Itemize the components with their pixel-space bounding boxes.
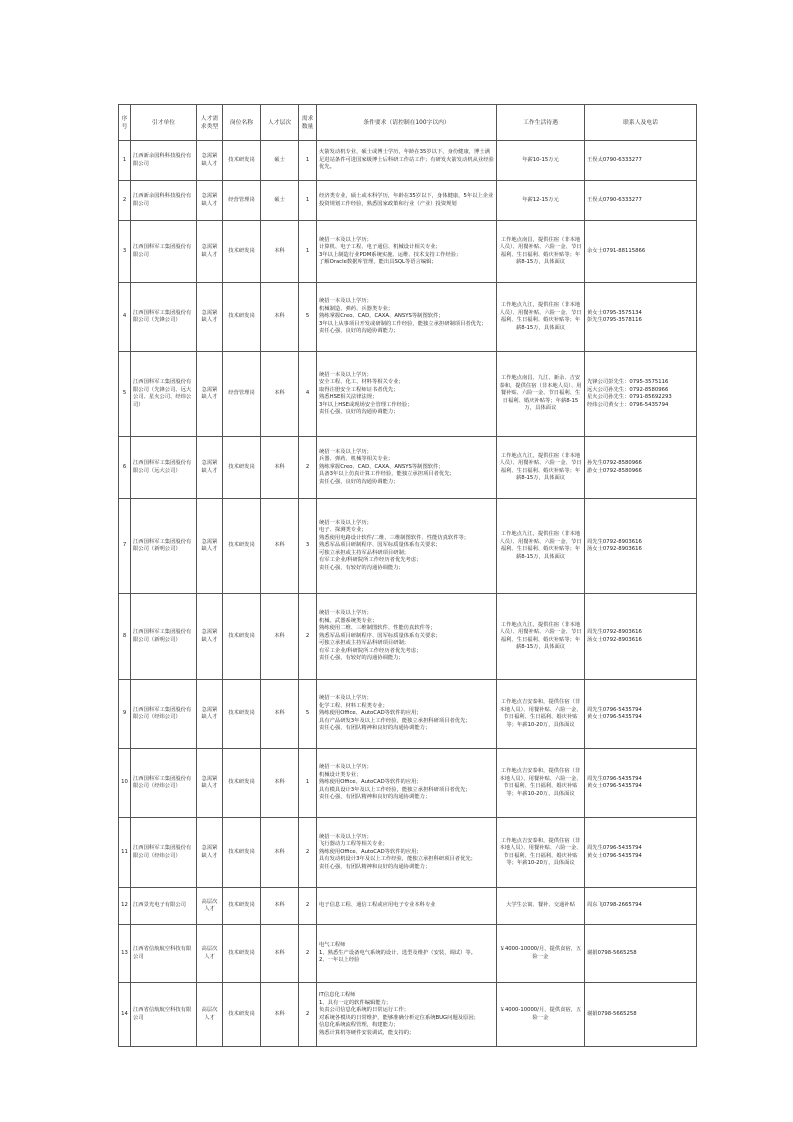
row-requirements-line: 取得注册安全工程师证书者优先； [319, 386, 399, 393]
row-benefits [497, 141, 585, 181]
row-requirements-line: 具备3年以上仿真计算工作经验，能独立承担项目者优先； [319, 471, 455, 478]
row-count: 5 [299, 283, 317, 352]
table-body [119, 141, 697, 1047]
row-contact [585, 925, 697, 983]
row-level: 硕士 [261, 141, 299, 181]
row-contact [585, 749, 697, 818]
row-post: 技术研发岗 [223, 749, 261, 818]
recruitment-table [118, 104, 697, 1047]
row-requirements [317, 499, 497, 594]
row-unit: 江西国科军工集团股份有限公司（经纬公司） [131, 749, 197, 818]
row-count: 1 [299, 141, 317, 181]
row-unit: 江西国科军工集团股份有限公司（先锋公司、远大公司、星火公司、经纬公司） [131, 352, 197, 437]
row-requirements-line: 统招一本及以上学历； [319, 519, 372, 526]
row-requirements-line: 可独立承担或主持军品科研项目研制； [319, 640, 410, 647]
row-requirements-line: 具有发动机设计3年及以上工作经验，能独立承担科研项目者优先； [319, 856, 476, 863]
row-benefits-line: ￥4000-10000/月，提供食宿，五险一金 [499, 1007, 582, 1021]
header-post: 岗位名称 [223, 105, 261, 141]
header-row [119, 105, 697, 141]
row-seq: 5 [119, 352, 131, 437]
row-unit: 江西省信航航空科技有限公司 [131, 983, 197, 1047]
row-contact [585, 499, 697, 594]
row-requirements-line: 统招一本及以上学历； [319, 448, 372, 455]
row-requirements [317, 141, 497, 181]
row-unit: 江西国科军工集团股份有限公司（经纬公司） [131, 818, 197, 888]
row-requirements-line: 统招一本及以上学历； [319, 610, 372, 617]
row-contact-line: 王俣太0790-6333277 [587, 156, 642, 163]
row-benefits-line: 工作地点南昌，提供住宿（非本地人员）、用餐补贴、六险一金、节日福利、生日福利、婚庆补贴等；年薪8-15万，具体面议 [499, 236, 582, 265]
row-benefits-line: 大学生公寓、餐补、交通补贴 [506, 902, 575, 909]
row-level: 本科 [261, 221, 299, 283]
table-row [119, 437, 697, 499]
row-requirements-line: 计算机、电子工程、电子通信、机械设计相关专业； [319, 244, 441, 250]
row-contact-line: 周先生0796-5435794 [587, 845, 642, 851]
row-requirements-line: 统招一本及以上学历； [319, 764, 372, 771]
row-contact-line: 周先生0792-8903616 [587, 538, 642, 545]
row-count: 1 [299, 181, 317, 221]
row-count: 1 [299, 221, 317, 283]
header-type: 人才需求类型 [197, 105, 223, 141]
row-requirements-line: 有军工企业/科研院所工作经历者优先考虑； [319, 557, 422, 564]
row-requirements-line: 安全工程、化工、材料等相关专业； [319, 379, 404, 385]
row-contact-line: 星火公司孙先生：0791-85692293 [587, 394, 672, 400]
row-requirements-line: 熟悉计算机等硬件安装调试，能支持的； [319, 1029, 415, 1036]
row-seq: 1 [119, 141, 131, 181]
row-contact [585, 888, 697, 925]
row-post: 技术研发岗 [223, 594, 261, 680]
row-contact [585, 818, 697, 888]
header-contact: 联系人及电话 [585, 105, 697, 141]
table-row [119, 352, 697, 437]
row-benefits-line: 工作地点九江，提供住宿（非本地人员）、用餐补贴、六险一金、节日福利、生日福利、婚庆补贴等；年薪8-15万，具体面议 [499, 452, 582, 481]
row-contact-line: 黄女士0796-5435794 [587, 783, 642, 789]
row-contact-line: 王俣太0790-6333277 [587, 196, 642, 203]
row-talent-type: 急需紧缺人才 [197, 141, 223, 181]
row-post: 技术研发岗 [223, 680, 261, 749]
table-row [119, 499, 697, 594]
row-contact-line: 彭先生0795-3578116 [587, 317, 642, 323]
row-level: 本科 [261, 818, 299, 888]
row-post: 技术研发岗 [223, 499, 261, 594]
row-count: 2 [299, 888, 317, 925]
row-unit: 江西省信航航空科技有限公司 [131, 925, 197, 983]
row-requirements-line: 责任心强，有较好的沟通协调能力； [319, 655, 404, 662]
row-contact [585, 352, 697, 437]
header-seq: 序号 [119, 105, 131, 141]
row-level: 本科 [261, 983, 299, 1047]
row-seq: 13 [119, 925, 131, 983]
row-requirements-line: 责任心强，良好的沟通协调能力； [319, 478, 399, 485]
row-benefits-line: 工作地点九江，提供住宿（非本地人员）、用餐补贴、六险一金、节日福利、生日福利、婚庆补贴等；年薪8-15万，具体面议 [499, 531, 582, 560]
row-requirements-line: 责任心强，有团队精神和良好的沟通协调能力； [319, 794, 431, 801]
row-requirements-line: 电子、探测类专业； [319, 527, 367, 534]
row-requirements-line: 机械制造、弹药、兵器类专业； [319, 305, 394, 312]
row-requirements-line: 兵器、弹药、机械等相关专业； [319, 456, 394, 463]
row-requirements-line: 熟练使用Office、AutoCAD等软件的应用； [319, 848, 422, 855]
row-seq: 8 [119, 594, 131, 680]
row-benefits-line: 工作地点吉安泰和，提供住宿（非本地人员）、用餐补贴、六险一金、节日福利、生日福利、婚庆补贴等；年薪10-20万，具体面议 [499, 837, 582, 866]
row-talent-type: 急需紧缺人才 [197, 437, 223, 499]
row-post: 技术研发岗 [223, 925, 261, 983]
row-requirements-line: 熟悉军品项目研制程序、国军标质量体系有关要求； [319, 542, 441, 549]
row-requirements [317, 749, 497, 818]
row-benefits-line: 工作地点九江，提供住宿（非本地人员）、用餐补贴、六险一金、节日福利、生日福利、婚庆补贴等；年薪8-15万，具体面议 [499, 621, 582, 650]
row-requirements [317, 925, 497, 983]
row-level: 本科 [261, 283, 299, 352]
row-requirements-line: 具有产品研发3年及以上工作经验，能独立承担科研项目者优先； [319, 717, 471, 724]
row-unit: 江西国科军工集团股份有限公司（新明公司） [131, 499, 197, 594]
row-requirements-line: 经济类专业，硕士或本科学历，年龄在35岁以下，身体健康，5年以上企业投资规划工作经验，熟悉国家政策和行业（产业）投资规划 [319, 193, 494, 207]
row-post: 经营管理岗 [223, 181, 261, 221]
row-talent-type: 急需紧缺人才 [197, 181, 223, 221]
row-level: 本科 [261, 925, 299, 983]
row-benefits [497, 983, 585, 1047]
row-count: 2 [299, 818, 317, 888]
table-row [119, 181, 697, 221]
row-requirements-line: 统招一本及以上学历； [319, 371, 372, 378]
row-requirements [317, 818, 497, 888]
row-count: 2 [299, 925, 317, 983]
row-requirements [317, 888, 497, 925]
row-requirements-line: 熟悉军品项目研制程序、国军标质量体系有关要求； [319, 632, 441, 639]
row-count: 5 [299, 680, 317, 749]
table-row [119, 141, 697, 181]
row-seq: 6 [119, 437, 131, 499]
table-row [119, 818, 697, 888]
row-contact-line: 周先生0796-5435794 [587, 775, 642, 782]
row-level: 本科 [261, 437, 299, 499]
row-requirements-line: 熟练使用Office、AutoCAD等软件的应用； [319, 710, 422, 717]
row-talent-type: 急需紧缺人才 [197, 352, 223, 437]
row-talent-type: 急需紧缺人才 [197, 283, 223, 352]
row-requirements [317, 983, 497, 1047]
row-requirements-line: 3年以上从事项目开发或研制的工作经验，能独立承担研制项目者优先； [319, 320, 487, 327]
row-contact [585, 181, 697, 221]
row-level: 本科 [261, 749, 299, 818]
row-benefits-line: 工作地点吉安泰和，提供住宿（非本地人员）、用餐补贴、六险一金、节日福利、生日福利、婚庆补贴等；年薪10-20万，具体面议 [499, 768, 582, 797]
row-requirements [317, 437, 497, 499]
row-benefits [497, 499, 585, 594]
row-level: 本科 [261, 888, 299, 925]
row-count: 2 [299, 983, 317, 1047]
row-requirements-line: 统招一本及以上学历； [319, 236, 372, 243]
row-benefits [497, 283, 585, 352]
row-requirements-line: 2、一年以上经验 [319, 957, 360, 964]
row-contact-line: 周东飞0798-2665794 [587, 902, 642, 909]
row-benefits [497, 818, 585, 888]
table-row [119, 594, 697, 680]
row-contact-line: 周先生0792-8903616 [587, 629, 642, 635]
row-requirements-line: 可独立承担或主持军品科研项目研制； [319, 549, 410, 556]
row-requirements [317, 594, 497, 680]
row-requirements [317, 680, 497, 749]
row-seq: 14 [119, 983, 131, 1047]
row-requirements-line: 熟悉HSE相关法律法规； [319, 394, 378, 400]
row-seq: 2 [119, 181, 131, 221]
row-benefits [497, 594, 585, 680]
row-requirements-line: 责任心强，良好的沟通协调能力； [319, 328, 399, 335]
row-requirements-line: 责任心强，有团队精神和良好的沟通协调能力； [319, 725, 431, 732]
row-requirements-line: 熟练掌握Creo、CAD、CAXA、ANSYS等制图软件； [319, 463, 444, 470]
row-talent-type: 急需紧缺人才 [197, 594, 223, 680]
row-seq: 12 [119, 888, 131, 925]
row-contact-line: 远大公司孙先生：0792-8580966 [587, 386, 669, 393]
row-post: 技术研发岗 [223, 221, 261, 283]
row-seq: 10 [119, 749, 131, 818]
row-benefits [497, 437, 585, 499]
header-benefits: 工作生活待遇 [497, 105, 585, 141]
row-contact [585, 437, 697, 499]
row-unit: 江西国科军工集团股份有限公司（新明公司） [131, 594, 197, 680]
row-count: 4 [299, 352, 317, 437]
row-requirements-line: 具有模具设计3年及以上工作经验，能独立承担科研项目者优先； [319, 786, 471, 793]
row-requirements-line: 机械、武器系统类专业； [319, 617, 378, 624]
row-talent-type: 高层次人才 [197, 925, 223, 983]
row-unit: 江西国科军工集团股份有限公司（远大公司） [131, 437, 197, 499]
row-seq: 7 [119, 499, 131, 594]
row-requirements-line: 化学工程、材料工程类专业； [319, 702, 388, 709]
header-count: 需求数量 [299, 105, 317, 141]
row-requirements-line: 统招一本及以上学历； [319, 298, 372, 305]
row-talent-type: 急需紧缺人才 [197, 221, 223, 283]
row-contact [585, 283, 697, 352]
row-requirements-line: 责任心强，良好的沟通协调能力； [319, 409, 399, 415]
row-benefits-line: ￥4000-10000/月，提供食宿，五险一金 [499, 946, 582, 960]
row-level: 本科 [261, 594, 299, 680]
row-count: 2 [299, 594, 317, 680]
row-requirements-line: 统招一本及以上学历； [319, 695, 372, 702]
row-level: 本科 [261, 680, 299, 749]
row-seq: 4 [119, 283, 131, 352]
row-requirements-line: 电子信息工程、通信工程或应用电子专业本科专业 [319, 902, 436, 909]
row-seq: 9 [119, 680, 131, 749]
row-unit: 江西新余国科科技股份有限公司 [131, 141, 197, 181]
row-talent-type: 急需紧缺人才 [197, 499, 223, 594]
row-requirements-line: 信息化系统流程管理，构建能力； [319, 1022, 399, 1028]
row-post: 技术研发岗 [223, 437, 261, 499]
row-requirements-line: 1、熟悉生产设备电气系统的设计、选型及维护（安装，调试）等。 [319, 949, 476, 956]
row-post: 技术研发岗 [223, 818, 261, 888]
row-requirements-line: 了解Oracle数据库管理，能出具SQL等语言编辑； [319, 259, 437, 265]
row-requirements-line: 责任心强，有团队精神和良好的沟通协调能力； [319, 863, 431, 870]
row-requirements [317, 181, 497, 221]
row-talent-type: 高层次人才 [197, 983, 223, 1047]
table-row [119, 983, 697, 1047]
row-requirements [317, 352, 497, 437]
table-row [119, 680, 697, 749]
row-contact-line: 谢娟0798-5665258 [587, 949, 637, 956]
row-benefits [497, 888, 585, 925]
row-contact [585, 680, 697, 749]
row-level: 本科 [261, 352, 299, 437]
row-benefits [497, 749, 585, 818]
table-row [119, 221, 697, 283]
row-benefits-line: 工作地点九江，提供住宿（非本地人员）、用餐补贴、六险一金、节日福利、生日福利、婚庆补贴等；年薪8-15万，具体面议 [499, 302, 582, 331]
row-talent-type: 高层次人才 [197, 888, 223, 925]
row-level: 本科 [261, 499, 299, 594]
row-talent-type: 急需紧缺人才 [197, 749, 223, 818]
row-requirements-line: 飞行器动力工程等相关专业； [319, 841, 388, 848]
row-requirements-line: 机械设计类专业； [319, 771, 362, 778]
row-requirements-line: IT信息化工程师 [319, 992, 356, 998]
row-requirements-line: 统招一本及以上学历； [319, 833, 372, 840]
row-requirements-line: 熟练掌握Creo、CAD、CAXA、ANSYS等制图软件； [319, 313, 444, 320]
row-benefits [497, 221, 585, 283]
row-unit: 江西景光电子有限公司 [131, 888, 197, 925]
row-contact [585, 141, 697, 181]
row-requirements-line: 对系统各模块的日常维护，能够准确分析定位系统BUG问题及原因； [319, 1014, 479, 1021]
row-contact-line: 游女士0792-8580966 [587, 467, 642, 474]
row-benefits-line: 工作地点南昌、九江、新余、吉安泰和，提供住宿（非本地人员）、用餐补贴、六险一金、节日福利、生日福利、婚庆补贴等；年薪8-15万，具体面议 [499, 375, 582, 412]
row-contact-line: 孙先生0792-8580966 [587, 460, 642, 466]
row-contact-line: 先锋公司彭先生：0795-3575116 [587, 379, 669, 385]
row-contact-line: 经纬公司黄女士：0796-5435794 [587, 401, 669, 408]
row-requirements-line: 熟练使用Office、AutoCAD等软件的应用； [319, 779, 422, 786]
row-unit: 江西国科军工集团股份有限公司（先锋公司） [131, 283, 197, 352]
header-requirements: 条件要求（请控制在100字以内） [317, 105, 497, 141]
row-requirements [317, 283, 497, 352]
row-contact [585, 221, 697, 283]
row-post: 技术研发岗 [223, 888, 261, 925]
row-contact-line: 黄女士0795-3575134 [587, 309, 642, 316]
row-count: 1 [299, 749, 317, 818]
row-count: 2 [299, 437, 317, 499]
row-requirements-line: 1、具有一定的软件编辑能力； [319, 999, 392, 1006]
row-requirements-line: 3年以上HSE或现场安全管理工作经验； [319, 401, 413, 408]
row-requirements-line: 火箭发动机专业，硕士或博士学历，年龄在35岁以下，身份健康，博士满足进站条件可进国家级博士后科研工作站工作；有研发火箭发动机从业经验优先。 [319, 149, 494, 171]
row-benefits-line: 工作地点吉安泰和，提供住宿（非本地人员）、用餐补贴、六险一金、节日福利、生日福利、婚庆补贴等；年薪10-20万，具体面议 [499, 699, 582, 728]
row-talent-type: 急需紧缺人才 [197, 818, 223, 888]
row-post: 技术研发岗 [223, 283, 261, 352]
row-contact [585, 594, 697, 680]
table-row [119, 749, 697, 818]
table-row [119, 888, 697, 925]
row-requirements-line: 有军工企业/科研院所工作经历者优先考虑； [319, 647, 422, 654]
row-contact-line: 黄女士0796-5435794 [587, 852, 642, 859]
row-contact-line: 余女士0791-88115866 [587, 247, 646, 254]
row-contact-line: 汤女士0792-8903616 [587, 636, 642, 643]
row-benefits [497, 352, 585, 437]
row-benefits [497, 181, 585, 221]
row-contact-line: 汤女士0792-8903616 [587, 546, 642, 552]
row-requirements-line: 熟悉使用电路设计软件/二维、三维制图软件、性能仿真软件等； [319, 534, 470, 541]
row-benefits [497, 680, 585, 749]
row-count: 3 [299, 499, 317, 594]
row-post: 技术研发岗 [223, 983, 261, 1047]
row-post: 经营管理岗 [223, 352, 261, 437]
row-contact-line: 黄女士0796-5435794 [587, 714, 642, 720]
row-requirements-line: 电气工程师 [319, 942, 346, 949]
row-seq: 3 [119, 221, 131, 283]
row-requirements-line: 3年以上制造行业PDM系统实施、运维、技术支持工作经验； [319, 251, 462, 258]
row-contact [585, 983, 697, 1047]
row-unit: 江西国科军工集团股份有限公司（经纬公司） [131, 680, 197, 749]
row-unit: 江西国科军工集团股份有限公司 [131, 221, 197, 283]
table-row [119, 925, 697, 983]
table-row [119, 283, 697, 352]
row-benefits-line: 年薪10-15万元 [522, 156, 559, 163]
row-level: 硕士 [261, 181, 299, 221]
row-requirements-line: 熟练使用二维、三维制图软件、性能仿真软件等； [319, 625, 436, 632]
row-requirements-line: 责任心强，有较好的沟通协调能力； [319, 564, 404, 571]
row-talent-type: 急需紧缺人才 [197, 680, 223, 749]
row-requirements [317, 221, 497, 283]
row-post: 技术研发岗 [223, 141, 261, 181]
row-benefits [497, 925, 585, 983]
row-benefits-line: 年薪12-15万元 [522, 196, 559, 203]
row-requirements-line: 负责公司信息化系统的日常运行工作； [319, 1007, 410, 1013]
row-contact-line: 周先生0796-5435794 [587, 706, 642, 713]
header-unit: 引才单位 [131, 105, 197, 141]
row-unit: 江西新余国科科技股份有限公司 [131, 181, 197, 221]
header-level: 人才层次 [261, 105, 299, 141]
row-contact-line: 谢娟0798-5665258 [587, 1010, 637, 1017]
row-seq: 11 [119, 818, 131, 888]
